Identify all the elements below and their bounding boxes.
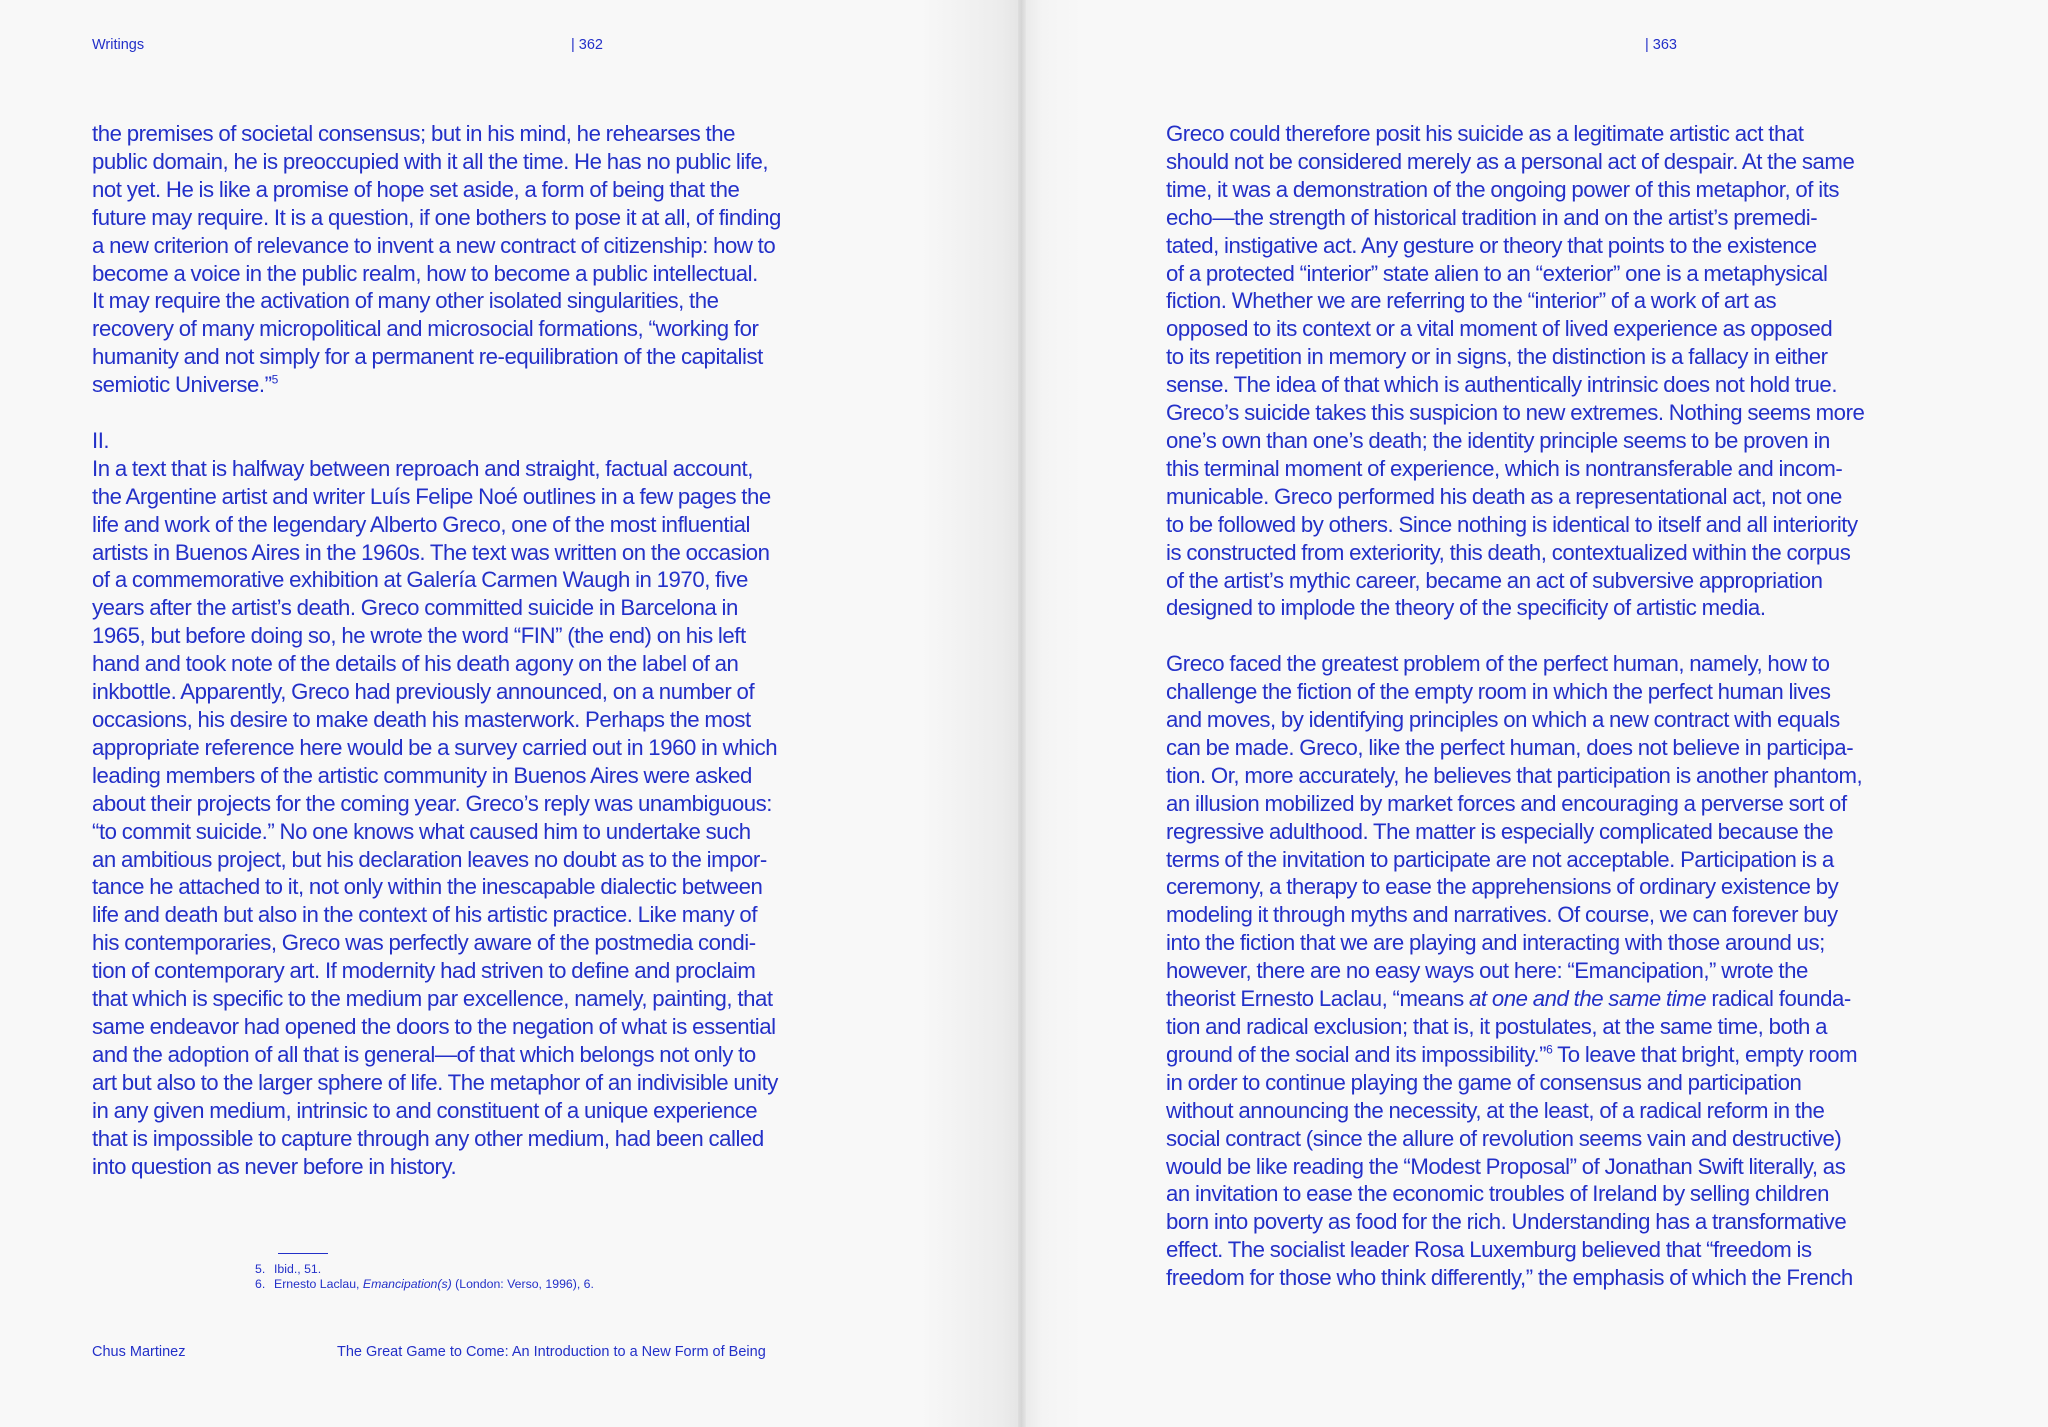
text-run: radical founda- — [1706, 986, 1851, 1012]
footer-author: Chus Martinez — [92, 1344, 186, 1360]
left-page — [0, 0, 1022, 1427]
text-line: designed to implode the theory of the specificity of artistic media. — [1166, 595, 1766, 621]
text-line: in any given medium, intrinsic to and constituent of a unique experience — [92, 1097, 758, 1123]
text-line: years after the artist’s death. Greco committed suicide in Barcelona in — [92, 595, 738, 621]
page-number-right: | 363 — [1645, 37, 1677, 53]
text-run: To leave that bright, empty room — [1552, 1041, 1858, 1067]
text-line — [1166, 1041, 1966, 1069]
text-line: to be followed by others. Since nothing is identical to itself and all interiority — [1166, 511, 1858, 537]
text-line: into the fiction that we are playing and interacting with those around us; — [1166, 930, 1825, 956]
paragraph-gap — [92, 399, 892, 427]
text-line: born into poverty as food for the rich. Understanding has a transformative — [1166, 1209, 1847, 1235]
text-line: of the artist’s mythic career, became an act of subversive appropriation — [1166, 567, 1823, 593]
paragraph-gap — [1166, 622, 1966, 650]
running-header-section: Writings — [92, 37, 145, 53]
right-body-text — [1166, 120, 1966, 1292]
text-line: Greco faced the greatest problem of the perfect human, namely, how to — [1166, 651, 1830, 677]
text-line: without announcing the necessity, at the least, of a radical reform in the — [1166, 1097, 1825, 1123]
italic-phrase: at one and the same time — [1469, 986, 1707, 1012]
footnote-5: 5. Ibid., 51. — [255, 1262, 322, 1276]
book-title: Emancipation(s) — [362, 1277, 452, 1291]
text-line: sense. The idea of that which is authentically intrinsic does not hold true. — [1166, 372, 1838, 398]
text-line: that which is specific to the medium par excellence, namely, painting, that — [92, 986, 773, 1012]
footnote-6: 6. Ernesto Laclau, Emancipation(s) (London: Verso, 1996), 6. — [255, 1277, 594, 1291]
text-line: regressive adulthood. The matter is especially complicated because the — [1166, 818, 1834, 844]
text-line: tion and radical exclusion; that is, it postulates, at the same time, both a — [1166, 1013, 1828, 1039]
text-line: same endeavor had opened the doors to the negation of what is essential — [92, 1013, 776, 1039]
text-line — [1166, 985, 1966, 1013]
text-line: occasions, his desire to make death his masterwork. Perhaps the most — [92, 707, 751, 733]
text-line: social contract (since the allure of revolution seems vain and destructive) — [1166, 1125, 1842, 1151]
text-line: 1965, but before doing so, he wrote the word “FIN” (the end) on his left — [92, 623, 746, 649]
text-line: and the adoption of all that is general—of that which belongs not only to — [92, 1041, 756, 1067]
text-line: tion. Or, more accurately, he believes that participation is another phantom, — [1166, 762, 1863, 788]
text-line: hand and took note of the details of his death agony on the label of an — [92, 651, 739, 677]
text-line: however, there are no easy ways out here: “Emancipation,” wrote the — [1166, 958, 1808, 984]
text-line: time, it was a demonstration of the ongoing power of this metaphor, of its — [1166, 176, 1840, 202]
text-line: opposed to its context or a vital moment of lived experience as opposed — [1166, 316, 1833, 342]
text-line: an illusion mobilized by market forces and encouraging a perverse sort of — [1166, 790, 1847, 816]
text-line: “to commit suicide.” No one knows what caused him to undertake such — [92, 818, 751, 844]
text-run: theorist Ernesto Laclau, “means — [1166, 986, 1470, 1012]
text-line: an ambitious project, but his declaration leaves no doubt as to the impor- — [92, 846, 767, 872]
text-line: In a text that is halfway between reproach and straight, factual account, — [92, 455, 753, 481]
text-line: public domain, he is preoccupied with it all the time. He has no public life, — [92, 148, 769, 174]
text-line: future may require. It is a question, if one bothers to pose it at all, of finding — [92, 204, 781, 230]
paragraph — [1166, 120, 1966, 622]
footer-title: The Great Game to Come: An Introduction to a New Form of Being — [337, 1344, 766, 1360]
text-line: of a commemorative exhibition at Galería Carmen Waugh in 1970, five — [92, 567, 748, 593]
text-line: Greco’s suicide takes this suspicion to new extremes. Nothing seems more — [1166, 400, 1865, 426]
text-line: life and death but also in the context of his artistic practice. Like many of — [92, 902, 758, 928]
text-line: in order to continue playing the game of consensus and participation — [1166, 1069, 1802, 1095]
footnote-ref-6: 6 — [1546, 1042, 1553, 1057]
text-line: appropriate reference here would be a survey carried out in 1960 in which — [92, 734, 778, 760]
text-line: artists in Buenos Aires in the 1960s. The text was written on the occasion — [92, 539, 770, 565]
text-line: not yet. He is like a promise of hope set aside, a form of being that the — [92, 176, 740, 202]
page-number-left: | 362 — [571, 37, 603, 53]
text-line: art but also to the larger sphere of life. The metaphor of an indivisible unity — [92, 1069, 778, 1095]
text-line: municable. Greco performed his death as a representational act, not one — [1166, 483, 1842, 509]
text-line: semiotic Universe.”$^5$ — [92, 372, 278, 398]
section-heading: II. — [92, 427, 110, 453]
text-line: It may require the activation of many other isolated singularities, the — [92, 288, 719, 314]
text-line: humanity and not simply for a permanent re-equilibration of the capitalist — [92, 344, 763, 370]
text-line: ceremony, a therapy to ease the apprehensions of ordinary existence by — [1166, 874, 1839, 900]
paragraph — [92, 120, 892, 399]
text-line: leading members of the artistic community in Buenos Aires were asked — [92, 762, 752, 788]
paragraph — [1166, 650, 1966, 1292]
text-line: an invitation to ease the economic troubles of Ireland by selling children — [1166, 1181, 1829, 1207]
text-line: inkbottle. Apparently, Greco had previously announced, on a number of — [92, 679, 755, 705]
text-line: should not be considered merely as a personal act of despair. At the same — [1166, 148, 1855, 174]
text-line: his contemporaries, Greco was perfectly aware of the postmedia condi- — [92, 930, 756, 956]
text-line: freedom for those who think differently,” the emphasis of which the French — [1166, 1265, 1853, 1291]
text-line: one’s own than one’s death; the identity principle seems to be proven in — [1166, 427, 1830, 453]
text-line: tated, instigative act. Any gesture or theory that points to the existence — [1166, 232, 1817, 258]
text-line: can be made. Greco, like the perfect human, does not believe in participa- — [1166, 734, 1854, 760]
text-line: modeling it through myths and narratives. Of course, we can forever buy — [1166, 902, 1838, 928]
text-line: this terminal moment of experience, which is nontransferable and incom- — [1166, 455, 1843, 481]
text-line: recovery of many micropolitical and microsocial formations, “working for — [92, 316, 759, 342]
text-line: that is impossible to capture through any other medium, had been called — [92, 1125, 764, 1151]
text-line: Greco could therefore posit his suicide as a legitimate artistic act that — [1166, 121, 1804, 146]
text-line: a new criterion of relevance to invent a new contract of citizenship: how to — [92, 232, 776, 258]
right-page — [1022, 0, 2048, 1427]
text-line: would be like reading the “Modest Proposal” of Jonathan Swift literally, as — [1166, 1153, 1846, 1179]
text-line: about their projects for the coming year. Greco’s reply was unambiguous: — [92, 790, 772, 816]
text-line: echo—the strength of historical tradition in and on the artist’s premedi- — [1166, 204, 1818, 230]
footnote-rule — [278, 1253, 328, 1254]
text-line: of a protected “interior” state alien to an “exterior” one is a metaphysical — [1166, 260, 1828, 286]
paragraph — [92, 427, 892, 1180]
text-run: ground of the social and its impossibility.” — [1166, 1041, 1547, 1067]
footnotes — [255, 1262, 594, 1292]
left-body-text — [92, 120, 892, 1180]
text-line: effect. The socialist leader Rosa Luxemburg believed that “freedom is — [1166, 1237, 1812, 1263]
text-line: and moves, by identifying principles on which a new contract with equals — [1166, 707, 1840, 733]
text-line: into question as never before in history. — [92, 1153, 457, 1179]
text-line: tance he attached to it, not only within the inescapable dialectic between — [92, 874, 763, 900]
book-gutter — [1018, 0, 1026, 1427]
text-line: the Argentine artist and writer Luís Felipe Noé outlines in a few pages the — [92, 483, 771, 509]
footnote-ref-5: 5 — [271, 372, 278, 387]
text-line: to its repetition in memory or in signs, the distinction is a fallacy in either — [1166, 344, 1828, 370]
text-line: become a voice in the public realm, how to become a public intellectual. — [92, 260, 758, 286]
text-line: challenge the fiction of the empty room in which the perfect human lives — [1166, 679, 1831, 705]
text-line: life and work of the legendary Alberto Greco, one of the most influential — [92, 511, 750, 537]
text-line: the premises of societal consensus; but in his mind, he rehearses the — [92, 121, 735, 146]
text-line: is constructed from exteriority, this death, contextualized within the corpus — [1166, 539, 1851, 565]
text-line: fiction. Whether we are referring to the “interior” of a work of art as — [1166, 288, 1777, 314]
text-line: tion of contemporary art. If modernity had striven to define and proclaim — [92, 958, 756, 984]
text-line: terms of the invitation to participate are not acceptable. Participation is a — [1166, 846, 1834, 872]
